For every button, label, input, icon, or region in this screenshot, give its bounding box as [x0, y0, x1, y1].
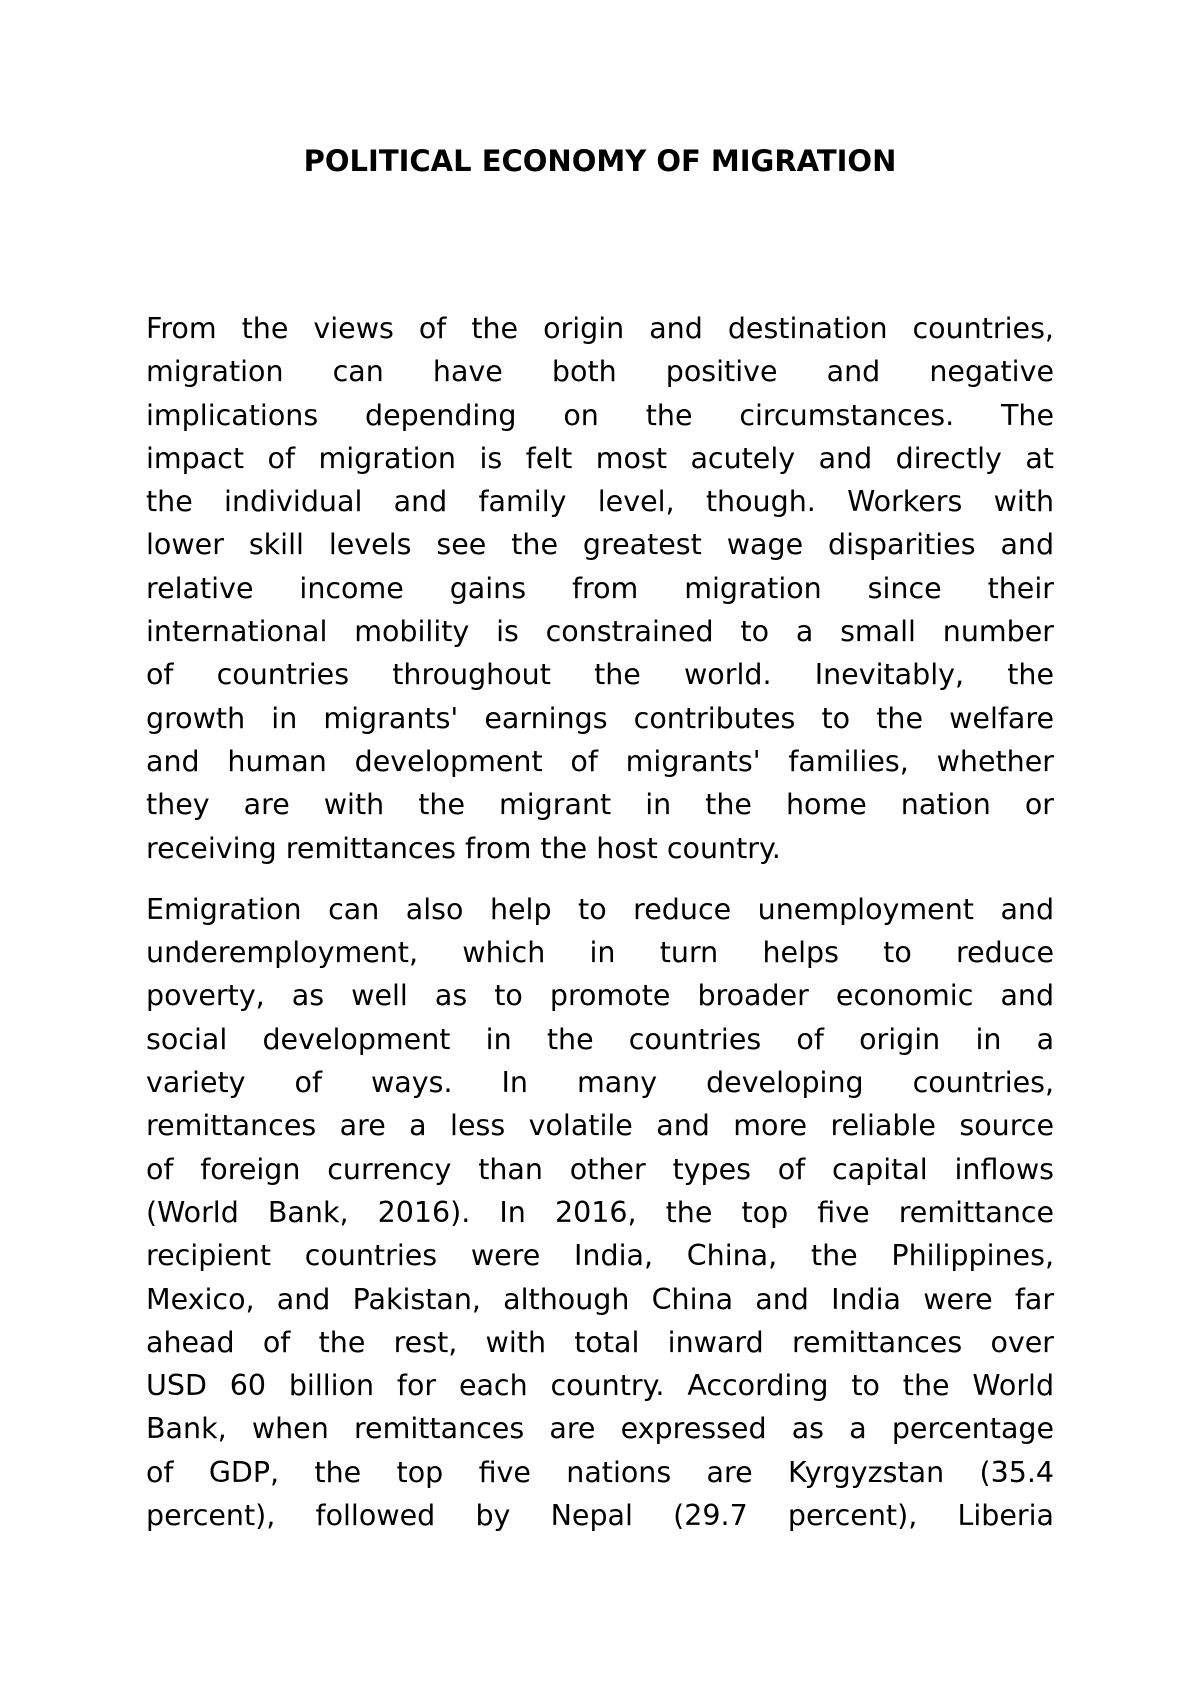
text-line: of GDP, the top five nations are Kyrgyzstan (35.4 [146, 1455, 1055, 1489]
text-line: Bank, when remittances are expressed as a percentage [146, 1412, 1055, 1446]
text-line: growth in migrants' earnings contributes to the welfare [146, 701, 1054, 735]
text-line: and human development of migrants' families, whether [146, 744, 1054, 778]
text-line: implications depending on the circumstances. The [146, 398, 1055, 432]
text-line: of foreign currency than other types of capital inflows [146, 1152, 1055, 1186]
text-line: social development in the countries of origin in a [146, 1022, 1055, 1056]
text-line: variety of ways. In many developing countries, [146, 1066, 1055, 1100]
text-line: recipient countries were India, China, the Philippines, [146, 1239, 1054, 1273]
text-line: underemployment, which in turn helps to reduce [146, 936, 1054, 970]
text-line: the individual and family level, though. Workers with [146, 485, 1055, 519]
text-line: remittances are a less volatile and more reliable source [146, 1109, 1055, 1143]
text-line: lower skill levels see the greatest wage disparities and [146, 528, 1055, 562]
text-line: of countries throughout the world. Inevitably, the [146, 658, 1055, 692]
paragraph-1 [146, 307, 1054, 870]
text-line: international mobility is constrained to a small number [146, 615, 1054, 649]
text-line: USD 60 billion for each country. According to the World [146, 1369, 1055, 1403]
document-title: POLITICAL ECONOMY OF MIGRATION [303, 144, 897, 178]
text-line: they are with the migrant in the home nation or [146, 788, 1055, 822]
text-line: ahead of the rest, with total inward remittances over [146, 1325, 1054, 1359]
text-line: impact of migration is felt most acutely and directly at [146, 441, 1054, 475]
text-line: (World Bank, 2016). In 2016, the top five remittance [146, 1195, 1055, 1229]
text-line: poverty, as well as to promote broader economic and [146, 979, 1055, 1013]
text-line: relative income gains from migration since their [146, 571, 1054, 605]
text-line: Emigration can also help to reduce unemployment and [146, 892, 1055, 926]
text-line: percent), followed by Nepal (29.7 percent), Liberia [146, 1499, 1054, 1533]
text-line: Mexico, and Pakistan, although China and India were far [146, 1282, 1055, 1316]
text-line: receiving remittances from the host country. [146, 831, 781, 865]
document-body [146, 307, 1054, 1537]
paragraph-2 [146, 888, 1054, 1537]
text-line: From the views of the origin and destination countries, [146, 312, 1054, 345]
text-line: migration can have both positive and negative [146, 355, 1054, 389]
